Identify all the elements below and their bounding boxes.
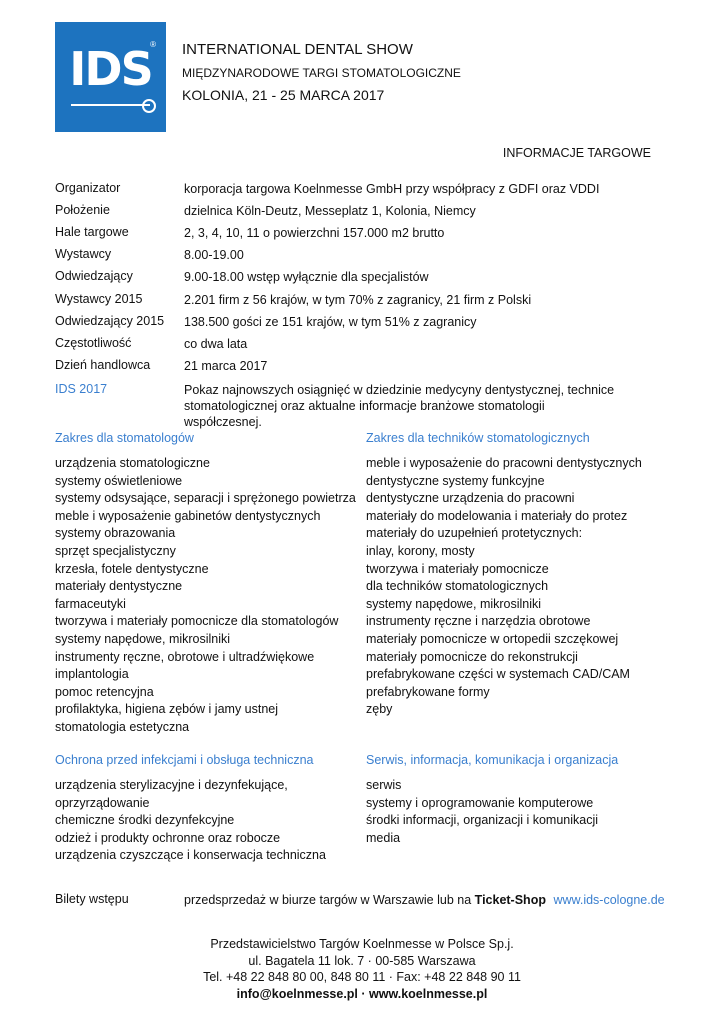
list-item: systemy oświetleniowe — [55, 473, 183, 488]
list-item: urządzenia czyszczące i konserwacja techniczna — [55, 848, 326, 863]
list-item: tworzywa i materiały pomocnicze dla stomatologów — [55, 614, 339, 629]
tickets-text: przedsprzedaż w biurze targów w Warszawie lub na — [184, 893, 472, 907]
list-item: materiały pomocnicze w ortopedii szczękowej — [366, 631, 619, 646]
technicians-list — [366, 455, 642, 719]
list-item: meble i wyposażenie do pracowni dentystycznych — [366, 456, 642, 470]
info-label: Odwiedzający — [55, 269, 133, 283]
list-item: systemy napędowe, mikrosilniki — [55, 631, 231, 646]
info-label: Częstotliwość — [55, 336, 132, 350]
list-item: instrumenty ręczne i narzędzia obrotowe — [366, 614, 591, 629]
list-item: prefabrykowane części w systemach CAD/CAM — [366, 667, 630, 682]
list-item: systemy obrazowania — [55, 526, 176, 541]
info-heading: INFORMACJE TARGOWE — [502, 146, 651, 160]
footer-phones: Tel. +48 22 848 80 00, 848 80 11 · Fax: +48 22 848 90 11 — [203, 970, 521, 984]
logo-instrument-tip — [142, 99, 156, 113]
info-value: 2, 3, 4, 10, 11 o powierzchni 157.000 m2 brutto — [184, 226, 445, 240]
list-item: systemy odsysające, separacji i sprężonego powietrza — [55, 491, 356, 506]
list-item: tworzywa i materiały pomocnicze — [366, 561, 549, 576]
list-item: dentystyczne systemy funkcyjne — [366, 473, 545, 488]
list-item: systemy napędowe, mikrosilniki — [366, 596, 542, 611]
dentists-heading: Zakres dla stomatologów — [55, 431, 194, 445]
list-item: systemy i oprogramowanie komputerowe — [366, 795, 594, 810]
list-item: farmaceutyki — [55, 596, 126, 611]
dentists-list — [55, 455, 356, 737]
list-item: materiały do uzupełnień protetycznych: — [366, 526, 583, 541]
info-value: dzielnica Köln-Deutz, Messeplatz 1, Kolonia, Niemcy — [184, 204, 476, 218]
list-item: sprzęt specjalistyczny — [55, 543, 176, 558]
ids-website-link[interactable]: www.ids-cologne.de — [553, 893, 665, 907]
list-item: materiały dentystyczne — [55, 579, 183, 594]
list-item: dla techników stomatologicznych — [366, 579, 549, 594]
info-label: Odwiedzający 2015 — [55, 314, 165, 328]
list-item: stomatologia estetyczna — [55, 719, 190, 734]
logo-instrument-line — [71, 104, 150, 106]
info-value: korporacja targowa Koelnmesse GmbH przy współpracy z GDFI oraz VDDI — [184, 182, 600, 196]
list-item: krzesła, fotele dentystyczne — [55, 561, 209, 576]
list-item: pomoc retencyjna — [55, 684, 154, 699]
ids2017-label: IDS 2017 — [55, 382, 108, 396]
infection-heading: Ochrona przed infekcjami i obsługa techniczna — [55, 753, 314, 767]
list-item: implantologia — [55, 667, 129, 682]
header-title: INTERNATIONAL DENTAL SHOW — [182, 41, 413, 58]
list-item: środki informacji, organizacji i komunikacji — [366, 813, 599, 828]
list-item: serwis — [366, 778, 402, 792]
list-item: urządzenia stomatologiczne — [55, 456, 210, 470]
ids2017-description: Pokaz najnowszych osiągnięć w dziedzinie medycyny dentystycznej, technice stomatologicznej oraz aktualne informacje branżowe stomatologii współczesnej. — [184, 383, 615, 429]
info-value: 21 marca 2017 — [184, 359, 268, 373]
info-label: Dzień handlowca — [55, 358, 151, 372]
list-item: materiały do modelowania i materiały do protez — [366, 508, 628, 523]
info-label: Wystawcy — [55, 247, 112, 261]
technicians-heading: Zakres dla techników stomatologicznych — [366, 431, 590, 445]
registered-mark: ® — [150, 40, 156, 49]
list-item: oprzyrządowanie — [55, 795, 150, 810]
list-item: instrumenty ręczne, obrotowe i ultradźwiękowe — [55, 649, 315, 664]
info-value: 138.500 gości ze 151 krajów, w tym 51% z zagranicy — [184, 315, 477, 329]
footer-address: ul. Bagatela 11 lok. 7 · 00-585 Warszawa — [248, 953, 476, 968]
info-label: Hale targowe — [55, 225, 129, 239]
list-item: dentystyczne urządzenia do pracowni — [366, 491, 575, 506]
ids-logo — [55, 22, 166, 132]
header-subtitle: MIĘDZYNARODOWE TARGI STOMATOLOGICZNE — [182, 66, 461, 80]
header-date: KOLONIA, 21 - 25 MARCA 2017 — [182, 87, 385, 103]
list-item: zęby — [366, 702, 393, 717]
list-item: inlay, korony, mosty — [366, 543, 475, 558]
list-item: media — [366, 830, 401, 845]
infection-list — [55, 777, 326, 865]
list-item: profilaktyka, higiena zębów i jamy ustnej — [55, 702, 279, 717]
service-heading: Serwis, informacja, komunikacja i organizacja — [366, 753, 619, 767]
info-value: 9.00-18.00 wstęp wyłącznie dla specjalistów — [184, 270, 429, 284]
list-item: materiały pomocnicze do rekonstrukcji — [366, 649, 578, 664]
tickets-label: Bilety wstępu — [55, 892, 129, 906]
list-item: prefabrykowane formy — [366, 684, 490, 699]
footer-company: Przedstawicielstwo Targów Koelnmesse w Polsce Sp.j. — [210, 937, 514, 951]
info-label: Organizator — [55, 181, 121, 195]
service-list — [366, 777, 598, 847]
info-value: 2.201 firm z 56 krajów, w tym 70% z zagranicy, 21 firm z Polski — [184, 293, 532, 307]
list-item: meble i wyposażenie gabinetów dentystycznych — [55, 508, 321, 523]
info-value: 8.00-19.00 — [184, 248, 244, 262]
footer-contact[interactable]: info@koelnmesse.pl · www.koelnmesse.pl — [236, 986, 488, 1001]
info-label: Położenie — [55, 203, 110, 217]
info-value: co dwa lata — [184, 337, 248, 351]
list-item: urządzenia sterylizacyjne i dezynfekujące, — [55, 778, 288, 792]
info-label: Wystawcy 2015 — [55, 292, 143, 306]
footer — [0, 936, 724, 1002]
ticket-shop-link[interactable]: Ticket-Shop — [474, 893, 546, 907]
list-item: odzież i produkty ochronne oraz robocze — [55, 830, 281, 845]
logo-text: IDS — [69, 42, 152, 96]
list-item: chemiczne środki dezynfekcyjne — [55, 813, 235, 828]
